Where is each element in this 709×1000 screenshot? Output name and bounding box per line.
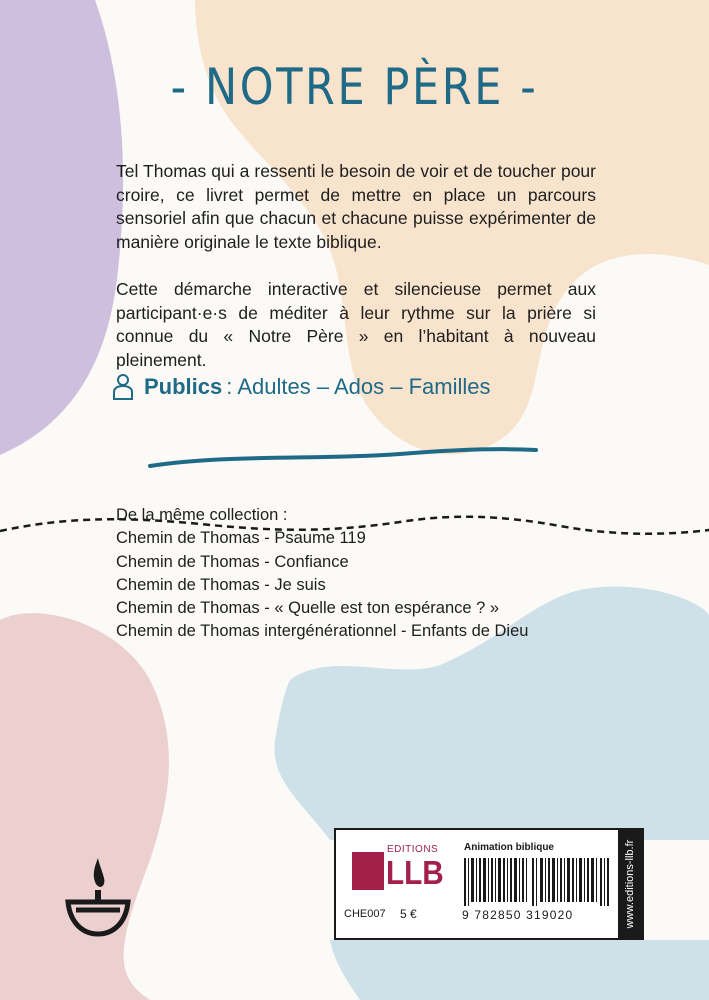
publisher-editions: EDITIONS [387, 844, 439, 855]
collection-item: Chemin de Thomas - Je suis [116, 575, 326, 594]
publisher-name: LLB [386, 854, 444, 891]
publics-separator: : [226, 374, 233, 399]
collection-list [116, 504, 528, 644]
category-label: Animation biblique [464, 842, 554, 853]
website-strip [618, 830, 642, 938]
collection-item: Chemin de Thomas intergénérationnel - Enfants de Dieu [116, 622, 529, 641]
price: 5 € [400, 907, 417, 921]
publisher-logo [352, 844, 444, 894]
blue-blob-bottom [330, 940, 709, 1000]
barcode-card [334, 828, 644, 940]
publisher-logo-mark-icon [352, 852, 384, 890]
collection-item: Chemin de Thomas - « Quelle est ton espérance ? » [116, 599, 500, 618]
description-paragraph-1: Tel Thomas qui a ressenti le besoin de voir et de toucher pour croire, ce livret permet de mettre en place un parcours sensoriel afin que chacun et chacune puisse expérimenter de manière originale le texte biblique. [116, 161, 596, 252]
description-paragraph-2: Cette démarche interactive et silencieuse permet aux participant·e·s de méditer à leur rythme sur la prière si connue du « Notre Père » en l’habitant à nouveau pleinement. [116, 279, 596, 370]
pink-blob [0, 613, 169, 1000]
publics-line [112, 374, 491, 400]
collection-heading: De la même collection : [116, 506, 288, 524]
collection-item: Chemin de Thomas - Psaume 119 [116, 529, 366, 548]
blue-underline [150, 449, 536, 466]
person-icon [112, 374, 134, 400]
barcode-icon [464, 858, 609, 906]
page-title: - NOTRE PÈRE - [170, 58, 539, 116]
isbn-number: 9 782850 319020 [462, 908, 574, 922]
publics-label: Publics [144, 374, 223, 399]
product-code: CHE007 [344, 908, 386, 920]
collection-item: Chemin de Thomas - Confiance [116, 552, 349, 571]
oil-lamp-logo-icon [62, 850, 134, 940]
website-url: www.editions-llb.fr [624, 839, 636, 929]
publics-values: Adultes – Ados – Familles [237, 374, 491, 399]
